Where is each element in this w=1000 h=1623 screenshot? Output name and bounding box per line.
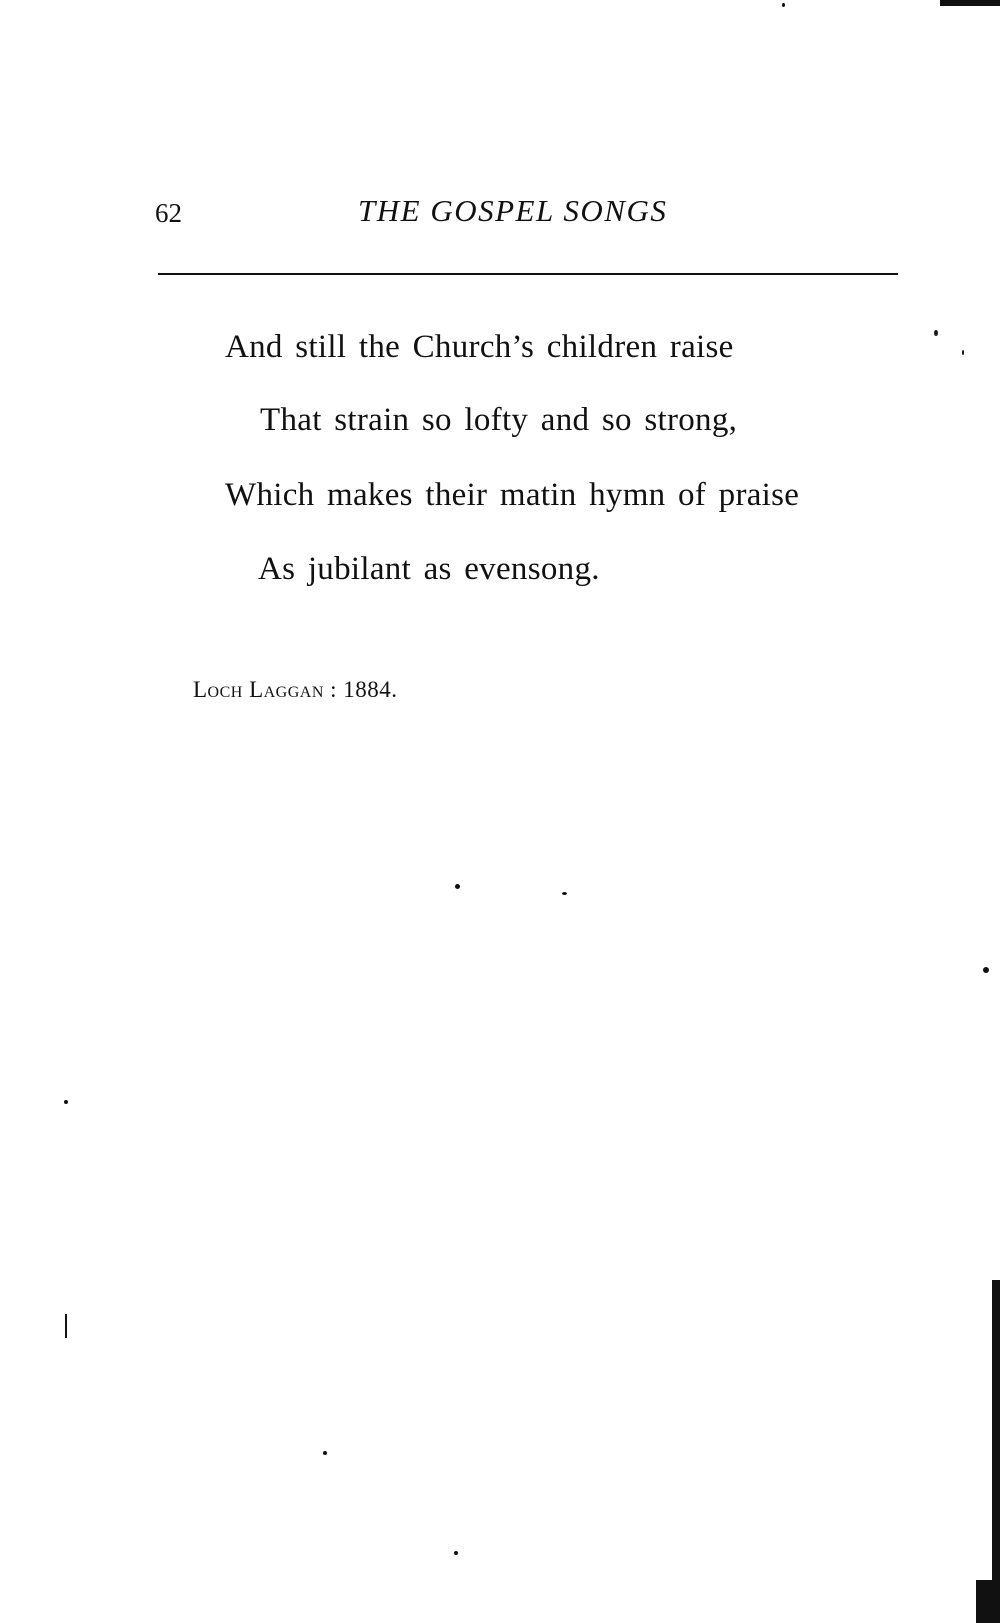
- running-title: THE GOSPEL SONGS: [358, 193, 668, 228]
- scan-edge: [992, 1280, 1000, 1623]
- place-date-signature: Loch Laggan : 1884.: [193, 677, 398, 702]
- scan-speck: [454, 1551, 458, 1555]
- scan-speck: [562, 892, 567, 895]
- scan-edge: [940, 0, 1000, 6]
- scan-speck: [64, 1100, 68, 1104]
- scan-mark: [65, 1314, 67, 1338]
- verse-line: And still the Church’s children raise: [225, 329, 734, 365]
- verse-line: That strain so lofty and so strong,: [260, 402, 738, 438]
- header-rule: [158, 273, 898, 275]
- scan-speck: [962, 350, 964, 355]
- verse-line: Which makes their matin hymn of praise: [225, 477, 800, 513]
- scan-speck: [934, 330, 938, 336]
- verse-line: As jubilant as evensong.: [258, 551, 600, 587]
- scan-speck: [983, 967, 989, 973]
- scan-speck: [323, 1451, 327, 1455]
- page-number: 62: [155, 198, 182, 228]
- scan-edge: [976, 1580, 1000, 1623]
- scan-speck: [782, 3, 785, 7]
- scan-speck: [455, 884, 460, 889]
